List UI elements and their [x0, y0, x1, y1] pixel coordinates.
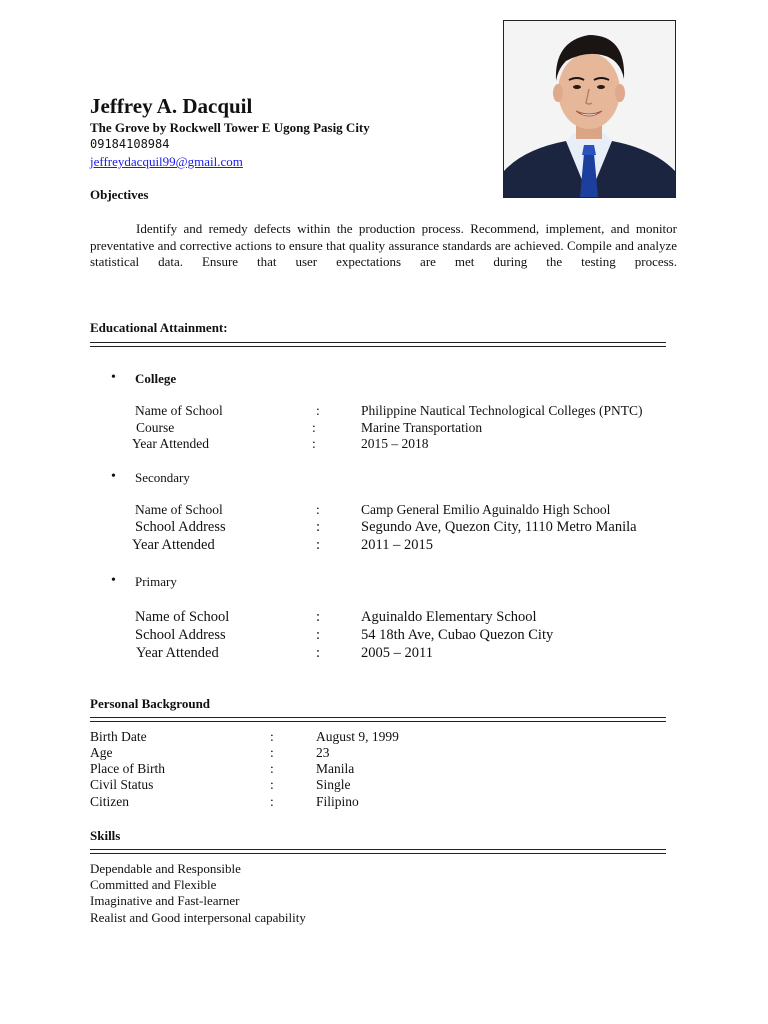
row-separator: :: [316, 502, 320, 517]
row-separator: :: [316, 609, 321, 625]
row-value: Philippine Nautical Technological Colleges (PNTC): [361, 403, 643, 418]
row-label: Name of School: [135, 403, 223, 418]
education-level-college: College: [135, 371, 177, 386]
row-label: Name of School: [135, 502, 223, 517]
row-label: Course: [136, 420, 175, 435]
row-separator: :: [270, 761, 274, 776]
education-heading: Educational Attainment:: [90, 320, 228, 335]
applicant-photo: [503, 20, 676, 198]
row-label: Age: [90, 745, 113, 760]
bullet-icon: •: [111, 469, 116, 484]
education-divider: [90, 342, 666, 347]
row-label: Civil Status: [90, 777, 154, 792]
row-value: Manila: [316, 761, 355, 776]
row-label: Birth Date: [90, 729, 147, 744]
row-label: School Address: [135, 519, 226, 535]
skill-item: Committed and Flexible: [90, 877, 217, 892]
row-separator: :: [316, 403, 320, 418]
objectives-heading: Objectives: [90, 187, 149, 202]
row-label: School Address: [135, 627, 226, 643]
row-label: Year Attended: [132, 537, 215, 553]
skills-divider: [90, 849, 666, 854]
row-value: Aguinaldo Elementary School: [361, 609, 537, 625]
skill-item: Imaginative and Fast-learner: [90, 893, 240, 908]
row-separator: :: [270, 745, 274, 760]
row-value: Single: [316, 777, 351, 792]
row-separator: :: [312, 420, 316, 435]
row-separator: :: [270, 777, 274, 792]
skills-heading: Skills: [90, 828, 121, 843]
row-separator: :: [316, 627, 321, 643]
applicant-phone: 09184108984: [90, 137, 170, 151]
row-value: Camp General Emilio Aguinaldo High School: [361, 502, 611, 517]
personal-divider: [90, 717, 666, 722]
row-label: Year Attended: [136, 645, 219, 661]
row-value: Segundo Ave, Quezon City, 1110 Metro Manila: [361, 519, 637, 535]
row-label: Year Attended: [132, 436, 209, 451]
bullet-icon: •: [111, 573, 116, 588]
row-separator: :: [316, 537, 321, 553]
row-value: 54 18th Ave, Cubao Quezon City: [361, 627, 554, 643]
row-separator: :: [270, 729, 274, 744]
row-separator: :: [316, 519, 321, 535]
row-value: Marine Transportation: [361, 420, 483, 435]
row-value: 23: [316, 745, 330, 760]
applicant-address: The Grove by Rockwell Tower E Ugong Pasig City: [90, 120, 370, 135]
skill-item: Realist and Good interpersonal capability: [90, 910, 306, 925]
person-portrait-icon: [504, 21, 675, 197]
education-level-primary: Primary: [135, 574, 177, 589]
row-value: August 9, 1999: [316, 729, 399, 744]
row-label: Place of Birth: [90, 761, 165, 776]
row-value: 2005 – 2011: [361, 645, 433, 661]
objectives-text: Identify and remedy defects within the production process. Recommend, implement, and monitor preventative and corrective actions to ensure that quality assurance standards are achieved. Compile and analyze statistical data. Ensure that user expectations are met during the testing process.: [90, 221, 677, 269]
row-separator: :: [312, 436, 316, 451]
applicant-email-link[interactable]: jeffreydacquil99@gmail.com: [90, 154, 243, 169]
row-value: 2011 – 2015: [361, 537, 433, 553]
personal-heading: Personal Background: [90, 696, 211, 711]
applicant-name: Jeffrey A. Dacquil: [90, 94, 253, 118]
row-value: Filipino: [316, 794, 359, 809]
education-level-secondary: Secondary: [135, 470, 190, 485]
row-value: 2015 – 2018: [361, 436, 429, 451]
bullet-icon: •: [111, 370, 116, 385]
row-separator: :: [316, 645, 321, 661]
row-label: Citizen: [90, 794, 129, 809]
row-label: Name of School: [135, 609, 230, 625]
skill-item: Dependable and Responsible: [90, 861, 241, 876]
row-separator: :: [270, 794, 274, 809]
